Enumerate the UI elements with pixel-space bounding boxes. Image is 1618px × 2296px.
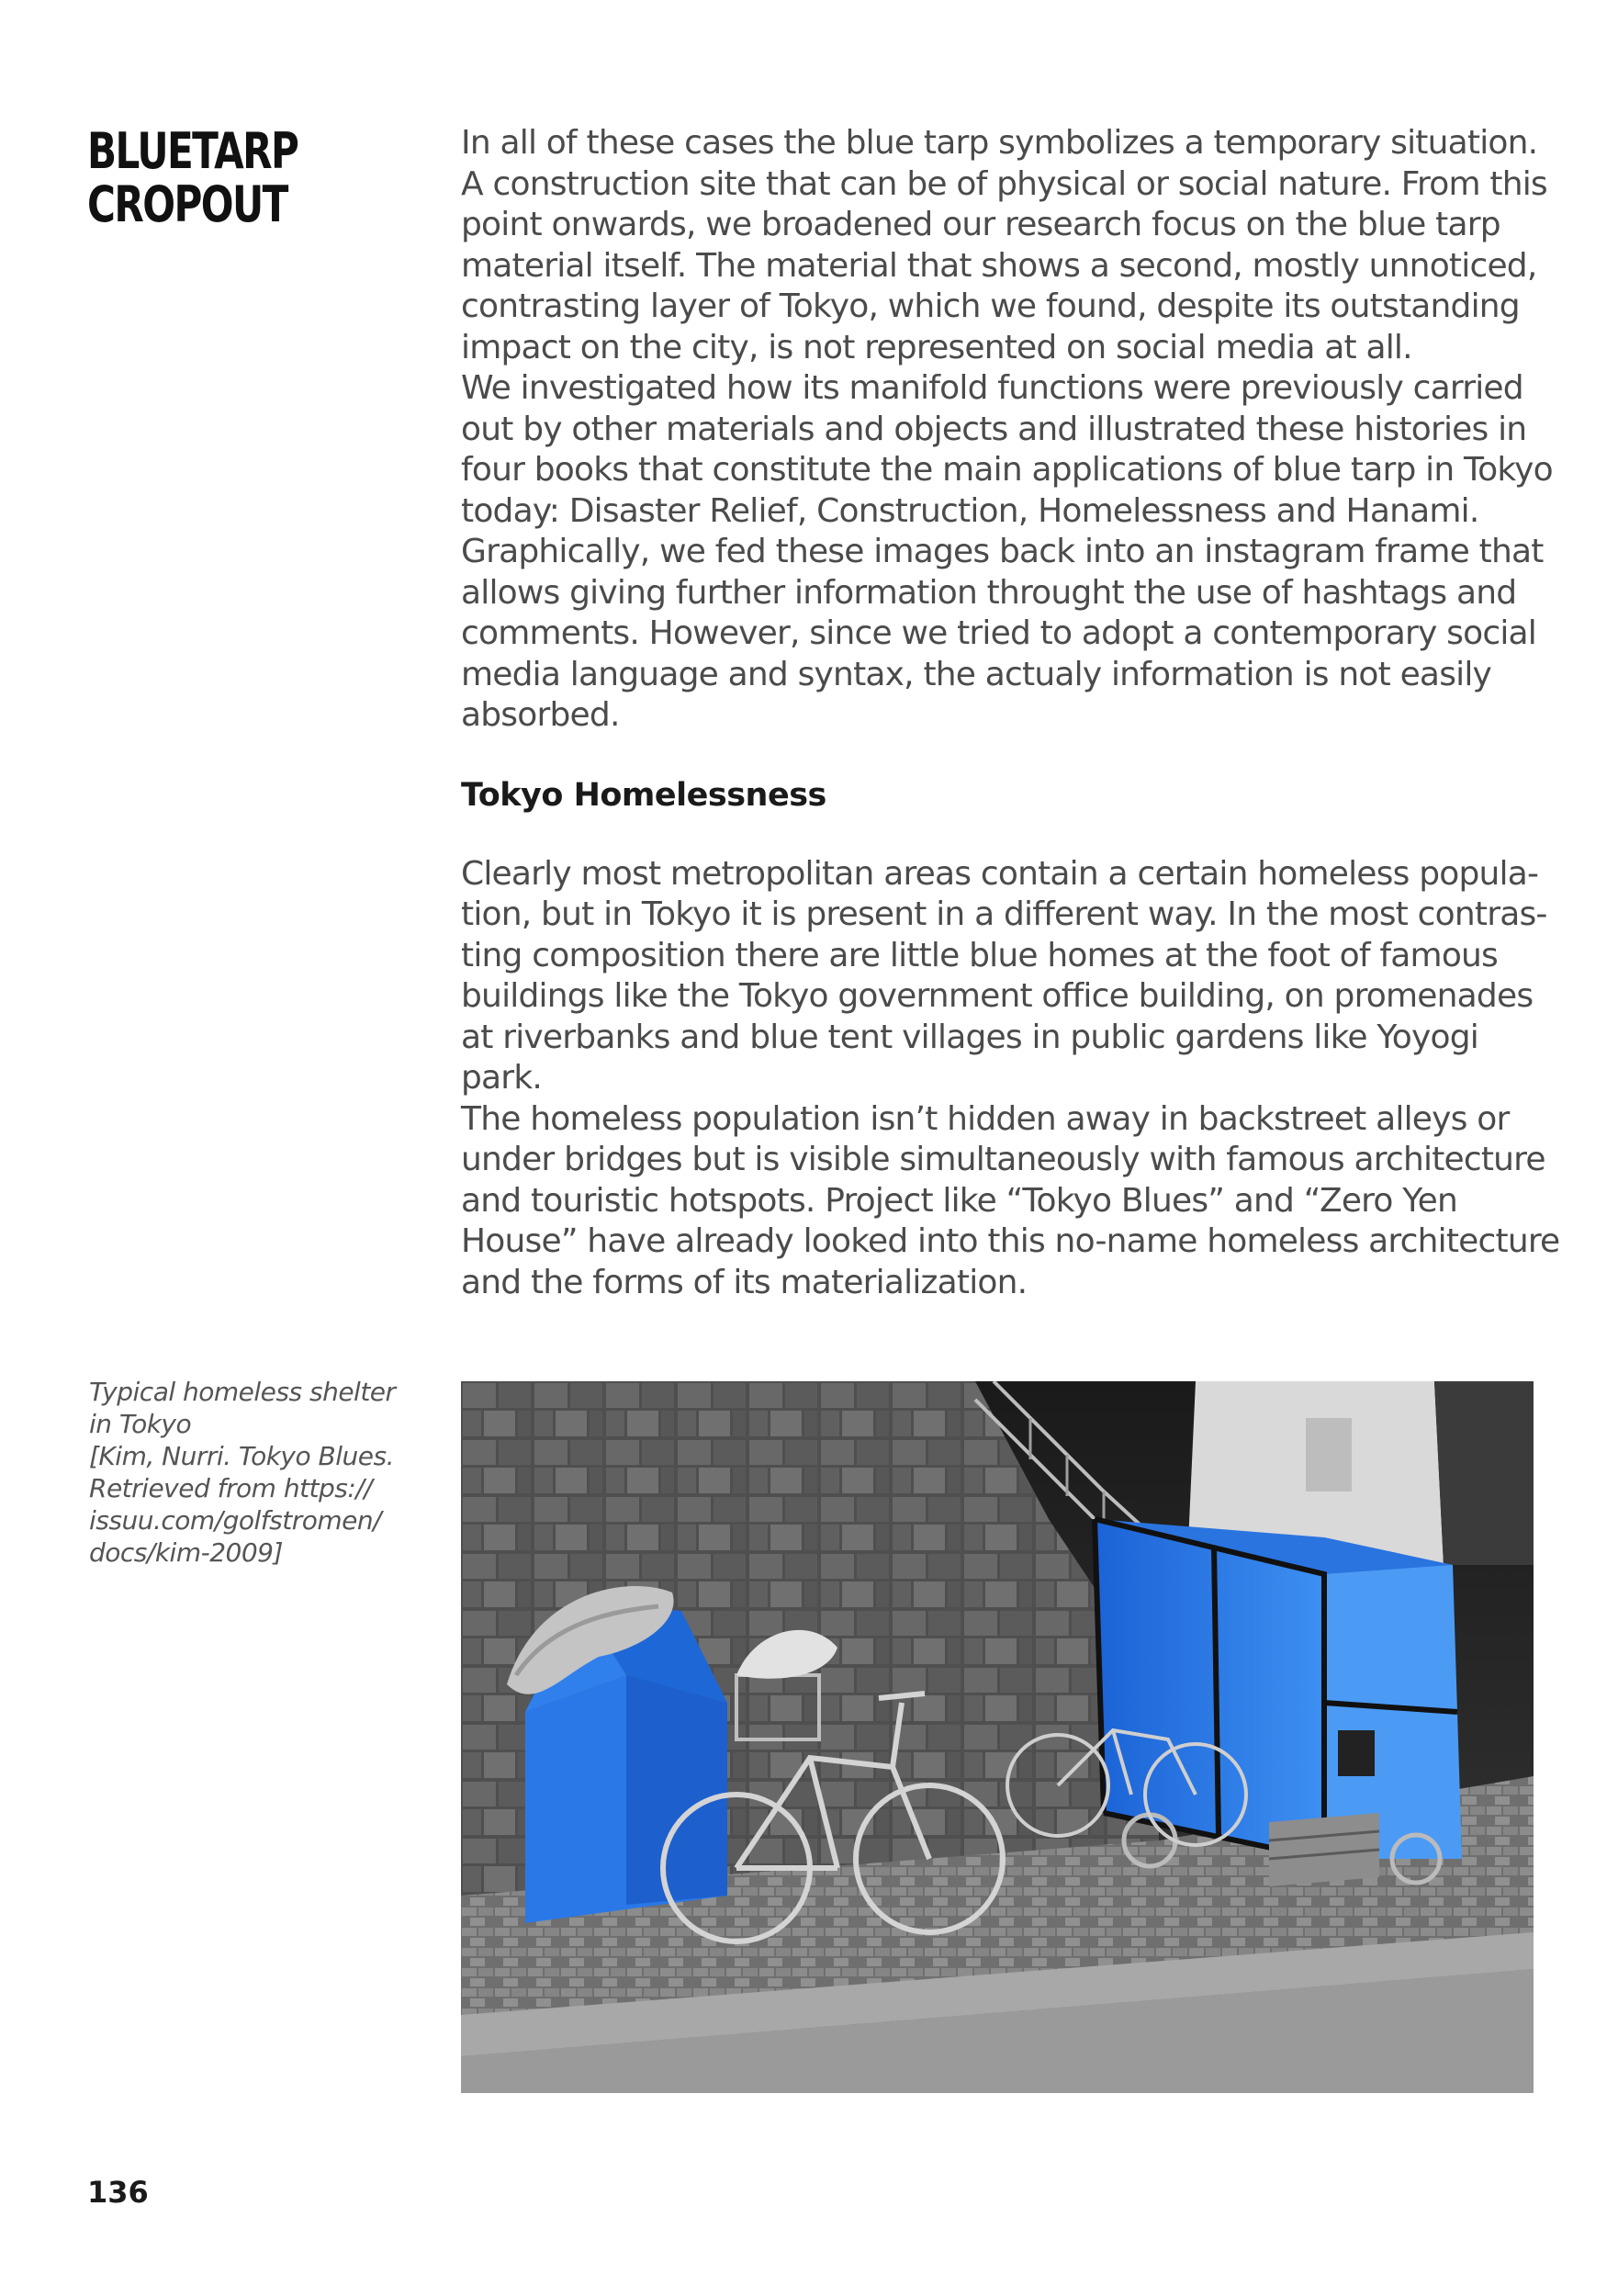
paragraph-line: A construction site that can be of physical or social nature. From this xyxy=(461,164,1547,203)
paragraph-line: four books that constitute the main applications of blue tarp in Tokyo xyxy=(461,451,1553,489)
section-title xyxy=(87,122,323,233)
paragraph-line: tion, but in Tokyo it is present in a different way. In the most contras- xyxy=(461,895,1547,933)
paragraph-line: out by other materials and objects and illustrated these histories in xyxy=(461,410,1527,448)
photo-caption xyxy=(89,1376,401,1569)
paragraph-line: allows giving further information throught the use of hashtags and xyxy=(461,573,1517,612)
paragraph-line: buildings like the Tokyo government office building, on promenades xyxy=(461,977,1534,1015)
photo-illustration xyxy=(461,1381,1534,2093)
caption-line: docs/kim-2009] xyxy=(89,1537,283,1568)
caption-line: Retrieved from https:// xyxy=(89,1473,373,1503)
paragraph-line: comments. However, since we tried to adopt a contemporary social xyxy=(461,614,1536,652)
paragraph-line: Graphically, we fed these images back into an instagram frame that xyxy=(461,533,1544,570)
paragraph-line: today: Disaster Relief, Construction, Homelessness and Hanami. xyxy=(461,491,1479,530)
homeless-shelter-photo xyxy=(461,1381,1534,2093)
subheading: Tokyo Homelessness xyxy=(461,776,826,814)
caption-line: in Tokyo xyxy=(89,1409,192,1439)
paragraph-line: impact on the city, is not represented on social media at all. xyxy=(461,328,1412,366)
paragraph-line: park. xyxy=(461,1059,543,1097)
paragraph-line: and the forms of its materialization. xyxy=(461,1263,1028,1301)
caption-line: Typical homeless shelter xyxy=(89,1377,396,1407)
caption-line: issuu.com/golfstromen/ xyxy=(89,1505,382,1536)
paragraph-line: The homeless population isn’t hidden away in backstreet alleys or xyxy=(461,1099,1510,1138)
paragraph-line: material itself. The material that shows a second, mostly unnoticed, xyxy=(461,246,1537,285)
paragraph-line: media language and syntax, the actualy information is not easily xyxy=(461,655,1492,693)
paragraph-line: Clearly most metropolitan areas contain a certain homeless popula- xyxy=(461,854,1539,893)
page-number: 136 xyxy=(87,2175,149,2210)
section-title-line-1: BLUETARP xyxy=(87,122,298,180)
body-column xyxy=(461,123,1560,1303)
paragraph-line: House” have already looked into this no-name homeless architecture xyxy=(461,1222,1560,1260)
paragraph-line: ting composition there are little blue homes at the foot of famous xyxy=(461,936,1499,974)
paragraph-line: In all of these cases the blue tarp symbolizes a temporary situation. xyxy=(461,124,1538,162)
paragraph-line: point onwards, we broadened our research focus on the blue tarp xyxy=(461,206,1500,243)
paragraph-line: We investigated how its manifold functions were previously carried xyxy=(461,369,1523,407)
caption-line: [Kim, Nurri. Tokyo Blues. xyxy=(89,1441,394,1471)
paragraph-line: at riverbanks and blue tent villages in public gardens like Yoyogi xyxy=(461,1018,1478,1056)
homelessness-paragraph xyxy=(461,854,1560,1304)
paragraph-line: contrasting layer of Tokyo, which we found, despite its outstanding xyxy=(461,287,1520,325)
section-title-line-2: CROPOUT xyxy=(87,175,287,233)
paragraph-line: under bridges but is visible simultaneously with famous architecture xyxy=(461,1141,1545,1178)
paragraph-line: absorbed. xyxy=(461,696,620,734)
paragraph-line: and touristic hotspots. Project like “Tokyo Blues” and “Zero Yen xyxy=(461,1181,1458,1220)
intro-paragraph xyxy=(461,123,1553,737)
